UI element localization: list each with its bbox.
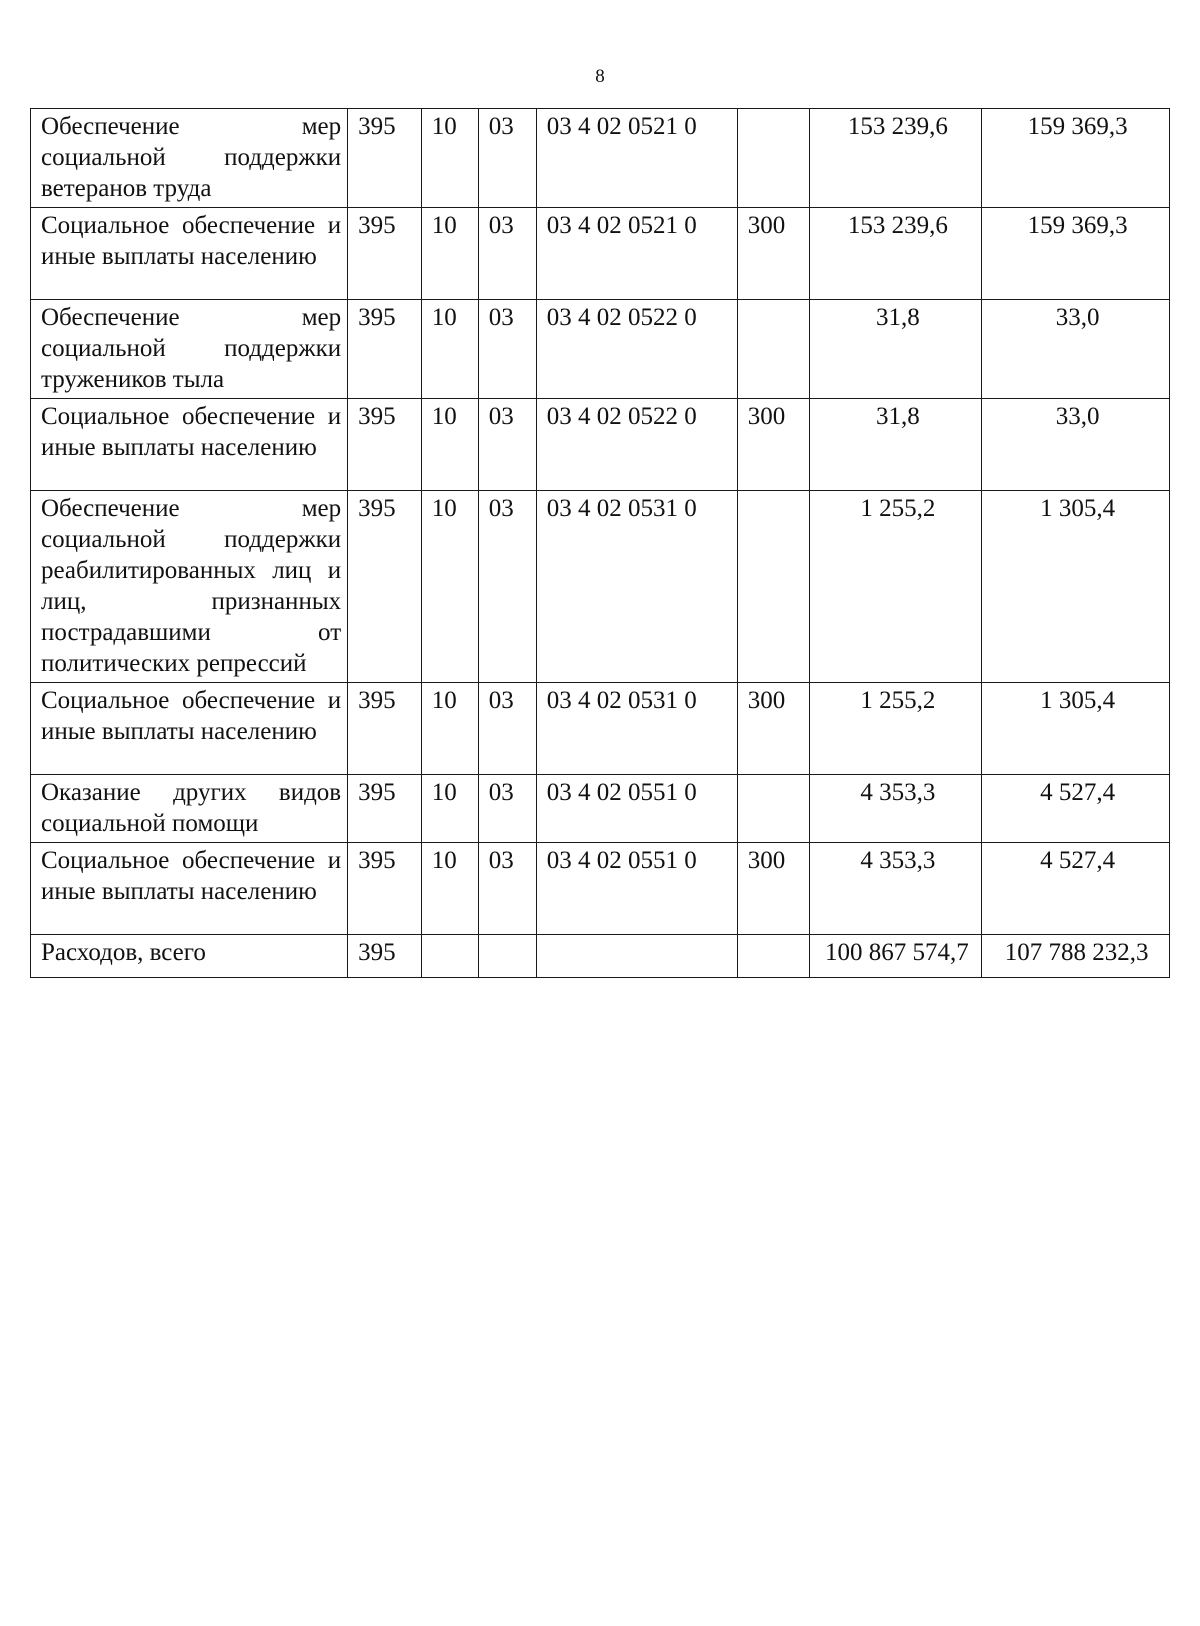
amount-1-cell: 1 255,2 [810,491,982,683]
admin-code-cell: 395 [348,843,422,935]
budget-table [30,108,1170,978]
subsection-code-cell: 03 [478,300,536,399]
subsection-code-cell: 03 [478,843,536,935]
target-code-cell: 03 4 02 0551 0 [536,775,737,843]
target-code-cell: 03 4 02 0522 0 [536,300,737,399]
row-name-cell: Социальное обеспечение и иные выплаты населению [31,843,348,935]
amount-2-cell: 159 369,3 [982,109,1170,208]
table-row [31,491,1170,683]
target-code-cell: 03 4 02 0551 0 [536,843,737,935]
section-code-cell: 10 [421,843,478,935]
section-code-cell: 10 [421,300,478,399]
page-number: 8 [595,66,605,87]
total-admin-code-cell: 395 [348,935,422,978]
expense-type-cell: 300 [737,399,810,491]
row-name-cell: Социальное обеспечение и иные выплаты населению [31,683,348,775]
admin-code-cell: 395 [348,491,422,683]
expense-type-cell [737,300,810,399]
expense-type-cell: 300 [737,843,810,935]
row-name-cell: Обеспечение мер социальной поддержки ветеранов труда [31,109,348,208]
row-name-cell: Оказание других видов социальной помощи [31,775,348,843]
amount-1-cell: 153 239,6 [810,208,982,300]
table-row [31,109,1170,208]
subsection-code-cell: 03 [478,109,536,208]
table-row [31,208,1170,300]
amount-2-cell: 1 305,4 [982,683,1170,775]
row-name-cell: Социальное обеспечение и иные выплаты населению [31,208,348,300]
table-row [31,843,1170,935]
total-row [31,935,1170,978]
total-amount-1-cell: 100 867 574,7 [810,935,982,978]
admin-code-cell: 395 [348,208,422,300]
subsection-code-cell: 03 [478,491,536,683]
subsection-code-cell: 03 [478,775,536,843]
section-code-cell: 10 [421,208,478,300]
amount-2-cell: 4 527,4 [982,843,1170,935]
admin-code-cell: 395 [348,300,422,399]
admin-code-cell: 395 [348,109,422,208]
row-name-cell: Обеспечение мер социальной поддержки реабилитированных лиц и лиц, признанных пострадавшими от политических репрессий [31,491,348,683]
section-code-cell: 10 [421,399,478,491]
section-code-cell: 10 [421,491,478,683]
admin-code-cell: 395 [348,775,422,843]
row-name-cell: Обеспечение мер социальной поддержки тружеников тыла [31,300,348,399]
target-code-cell: 03 4 02 0521 0 [536,208,737,300]
target-code-cell: 03 4 02 0522 0 [536,399,737,491]
section-code-cell: 10 [421,109,478,208]
expense-type-cell: 300 [737,683,810,775]
amount-1-cell: 31,8 [810,399,982,491]
expense-type-cell: 300 [737,208,810,300]
section-code-cell: 10 [421,775,478,843]
target-code-cell: 03 4 02 0531 0 [536,491,737,683]
amount-2-cell: 1 305,4 [982,491,1170,683]
amount-1-cell: 4 353,3 [810,843,982,935]
amount-2-cell: 33,0 [982,399,1170,491]
amount-2-cell: 4 527,4 [982,775,1170,843]
admin-code-cell: 395 [348,399,422,491]
row-name-cell: Социальное обеспечение и иные выплаты населению [31,399,348,491]
table-row [31,683,1170,775]
total-target-cell [536,935,737,978]
subsection-code-cell: 03 [478,399,536,491]
total-section-cell [421,935,478,978]
amount-2-cell: 159 369,3 [982,208,1170,300]
amount-1-cell: 1 255,2 [810,683,982,775]
amount-1-cell: 4 353,3 [810,775,982,843]
table-row [31,300,1170,399]
amount-2-cell: 33,0 [982,300,1170,399]
total-label-cell: Расходов, всего [31,935,348,978]
total-expense-type-cell [737,935,810,978]
amount-1-cell: 153 239,6 [810,109,982,208]
subsection-code-cell: 03 [478,683,536,775]
total-subsection-cell [478,935,536,978]
table-row [31,399,1170,491]
expense-type-cell [737,109,810,208]
section-code-cell: 10 [421,683,478,775]
expense-type-cell [737,491,810,683]
admin-code-cell: 395 [348,683,422,775]
total-amount-2-cell: 107 788 232,3 [982,935,1170,978]
subsection-code-cell: 03 [478,208,536,300]
expense-type-cell [737,775,810,843]
amount-1-cell: 31,8 [810,300,982,399]
target-code-cell: 03 4 02 0531 0 [536,683,737,775]
table-row [31,775,1170,843]
target-code-cell: 03 4 02 0521 0 [536,109,737,208]
budget-table-body [31,109,1170,978]
